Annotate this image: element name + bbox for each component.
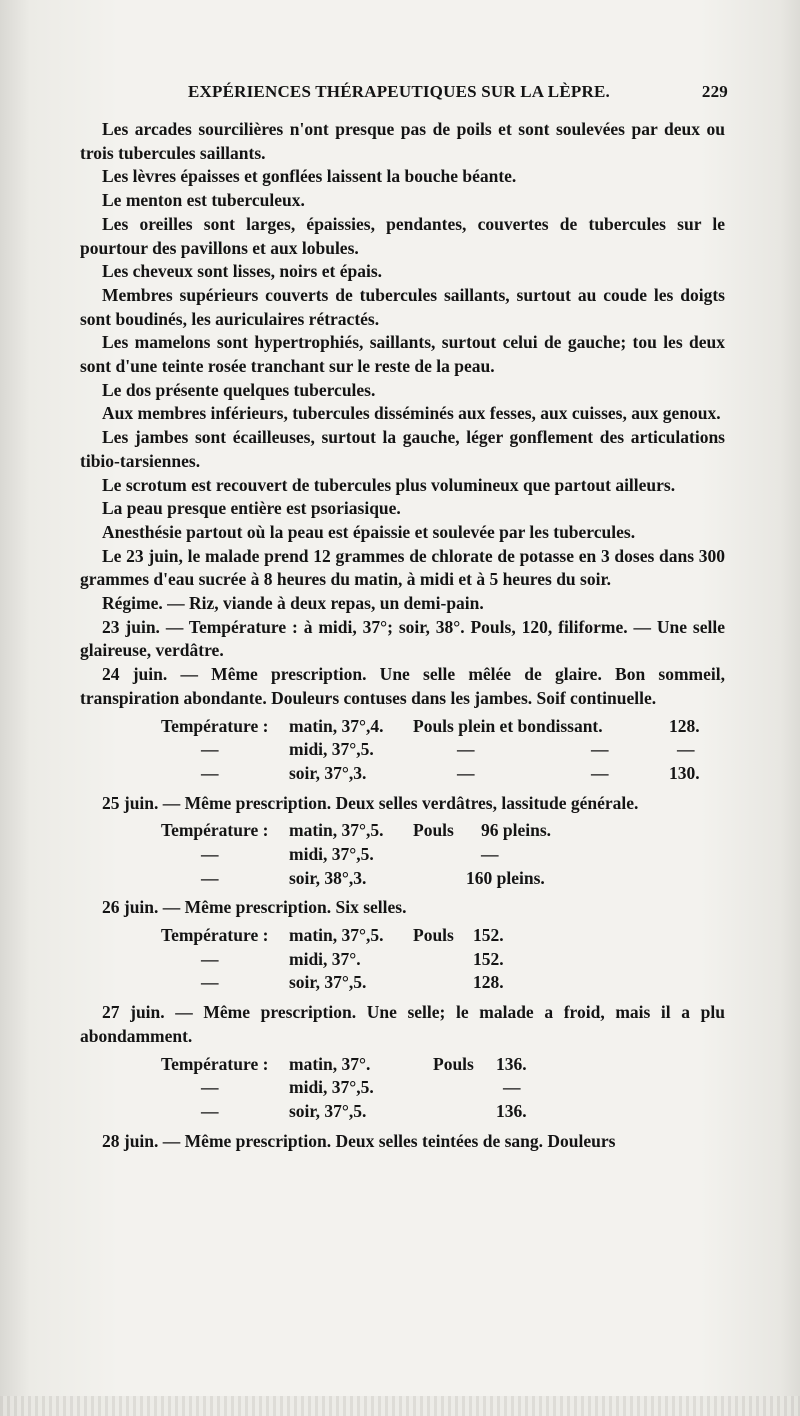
temp-value: matin, 37°,4. bbox=[289, 715, 384, 736]
pulse-text: Pouls plein et bondissant. bbox=[413, 715, 603, 736]
pulse-value: 152. bbox=[473, 925, 504, 946]
temp-value: midi, 37°,5. bbox=[289, 1077, 374, 1098]
table-row bbox=[161, 843, 725, 867]
temp-value: soir, 37°,3. bbox=[289, 762, 367, 783]
table-row bbox=[161, 948, 725, 972]
pulse-value: 128. bbox=[669, 715, 700, 736]
pulse-value: 136. bbox=[496, 1100, 527, 1121]
ditto-mark: — bbox=[591, 762, 609, 783]
pulse-text: Pouls bbox=[413, 925, 454, 946]
table-row bbox=[161, 1053, 725, 1077]
ditto-mark: — bbox=[457, 739, 475, 760]
ditto-mark: — bbox=[503, 1077, 521, 1098]
paragraph: La peau presque entière est psoriasique. bbox=[102, 498, 401, 519]
temp-value: matin, 37°,5. bbox=[289, 820, 384, 841]
paragraph: 26 juin. — Même prescription. Six selles. bbox=[102, 897, 407, 918]
temp-value: midi, 37°,5. bbox=[289, 844, 374, 865]
ditto-mark: — bbox=[201, 1100, 219, 1121]
table-row bbox=[161, 924, 725, 948]
pulse-value: 130. bbox=[669, 762, 700, 783]
paragraph: 27 juin. — Même prescription. Une selle; le malade a froid, mais il a plu abondamment. bbox=[80, 1002, 725, 1046]
paragraph: Aux membres inférieurs, tubercules disséminés aux fesses, aux cuisses, aux genoux. bbox=[102, 403, 721, 424]
ditto-mark: — bbox=[457, 762, 475, 783]
temp-label: Température : bbox=[161, 925, 269, 946]
ditto-mark: — bbox=[201, 762, 219, 783]
table-row bbox=[161, 762, 725, 786]
running-title: EXPÉRIENCES THÉRAPEUTIQUES SUR LA LÈPRE. bbox=[188, 82, 610, 101]
temp-label: Température : bbox=[161, 715, 269, 736]
table-row bbox=[161, 715, 725, 739]
paragraph: 24 juin. — Même prescription. Une selle mêlée de glaire. Bon sommeil, transpiration abondante. Douleurs contuses dans les jambes. Soif continuelle. bbox=[80, 664, 725, 708]
ditto-mark: — bbox=[201, 1077, 219, 1098]
pulse-text: Pouls bbox=[433, 1053, 474, 1074]
pulse-value: 136. bbox=[496, 1053, 527, 1074]
ditto-mark: — bbox=[201, 739, 219, 760]
table-row bbox=[161, 867, 725, 891]
pulse-text: Pouls bbox=[413, 820, 454, 841]
page-body bbox=[80, 118, 725, 1153]
temperature-table-27-juin bbox=[161, 1053, 725, 1124]
paragraph: Le 23 juin, le malade prend 12 grammes de chlorate de potasse en 3 doses dans 300 grammes d'eau sucrée à 8 heures du matin, à midi et à 5 heures du soir. bbox=[80, 545, 725, 590]
temp-value: midi, 37°,5. bbox=[289, 739, 374, 760]
table-row bbox=[161, 1100, 725, 1124]
paragraph: Le dos présente quelques tubercules. bbox=[102, 379, 376, 400]
pulse-value: 128. bbox=[473, 972, 504, 993]
ditto-mark: — bbox=[677, 739, 695, 760]
table-row bbox=[161, 1076, 725, 1100]
paragraph: 28 juin. — Même prescription. Deux selles teintées de sang. Douleurs bbox=[102, 1130, 616, 1151]
ditto-mark: — bbox=[481, 844, 499, 865]
temp-label: Température : bbox=[161, 1053, 269, 1074]
ditto-mark: — bbox=[591, 739, 609, 760]
temp-value: matin, 37°. bbox=[289, 1053, 371, 1074]
paragraph: Anesthésie partout où la peau est épaissie et soulevée par les tubercules. bbox=[102, 521, 636, 542]
temp-value: matin, 37°,5. bbox=[289, 925, 384, 946]
running-header bbox=[188, 82, 728, 106]
temp-value: midi, 37°. bbox=[289, 948, 361, 969]
temperature-table-25-juin bbox=[161, 819, 725, 890]
paragraph: Les mamelons sont hypertrophiés, saillants, surtout celui de gauche; tou les deux sont d'une teinte rosée tranchant sur le reste de la peau. bbox=[80, 332, 725, 377]
temp-label: Température : bbox=[161, 820, 269, 841]
paragraph: Les jambes sont écailleuses, surtout la gauche, léger gonflement des articulations tibio-tarsiennes. bbox=[80, 427, 725, 471]
temp-value: soir, 37°,5. bbox=[289, 1100, 367, 1121]
temp-value: soir, 38°,3. bbox=[289, 867, 367, 888]
table-row bbox=[161, 738, 725, 762]
temp-value: soir, 37°,5. bbox=[289, 972, 367, 993]
paragraph: Membres supérieurs couverts de tubercules saillants, surtout au coude les doigts sont boudinés, les auriculaires rétractés. bbox=[80, 284, 725, 329]
ditto-mark: — bbox=[201, 948, 219, 969]
pulse-value: 96 pleins. bbox=[481, 820, 552, 841]
pulse-value: 160 pleins. bbox=[466, 867, 545, 888]
table-row bbox=[161, 971, 725, 995]
paragraph: Les arcades sourcilières n'ont presque pas de poils et sont soulevées par deux ou trois tubercules saillants. bbox=[80, 119, 725, 163]
page-number: 229 bbox=[701, 82, 728, 101]
paragraph: Les oreilles sont larges, épaissies, pendantes, couvertes de tubercules sur le pourtour des pavillons et aux lobules. bbox=[80, 213, 725, 258]
ditto-mark: — bbox=[201, 844, 219, 865]
temperature-table-26-juin bbox=[161, 924, 725, 995]
paragraph: Le menton est tuberculeux. bbox=[102, 190, 305, 211]
paragraph: 23 juin. — Température : à midi, 37°; soir, 38°. Pouls, 120, filiforme. — Une selle glaireuse, verdâtre. bbox=[80, 616, 725, 661]
paragraph: Régime. — Riz, viande à deux repas, un demi-pain. bbox=[102, 593, 484, 614]
temperature-table-24-juin bbox=[161, 715, 725, 786]
pulse-value: 152. bbox=[473, 948, 504, 969]
table-row bbox=[161, 819, 725, 843]
ditto-mark: — bbox=[201, 867, 219, 888]
scan-edge-artifact bbox=[0, 1396, 800, 1416]
paragraph: Le scrotum est recouvert de tubercules plus volumineux que partout ailleurs. bbox=[102, 474, 676, 495]
paragraph: Les cheveux sont lisses, noirs et épais. bbox=[102, 261, 382, 282]
ditto-mark: — bbox=[201, 972, 219, 993]
paragraph: Les lèvres épaisses et gonflées laissent la bouche béante. bbox=[102, 166, 517, 187]
paragraph: 25 juin. — Même prescription. Deux selles verdâtres, lassitude générale. bbox=[102, 792, 639, 813]
